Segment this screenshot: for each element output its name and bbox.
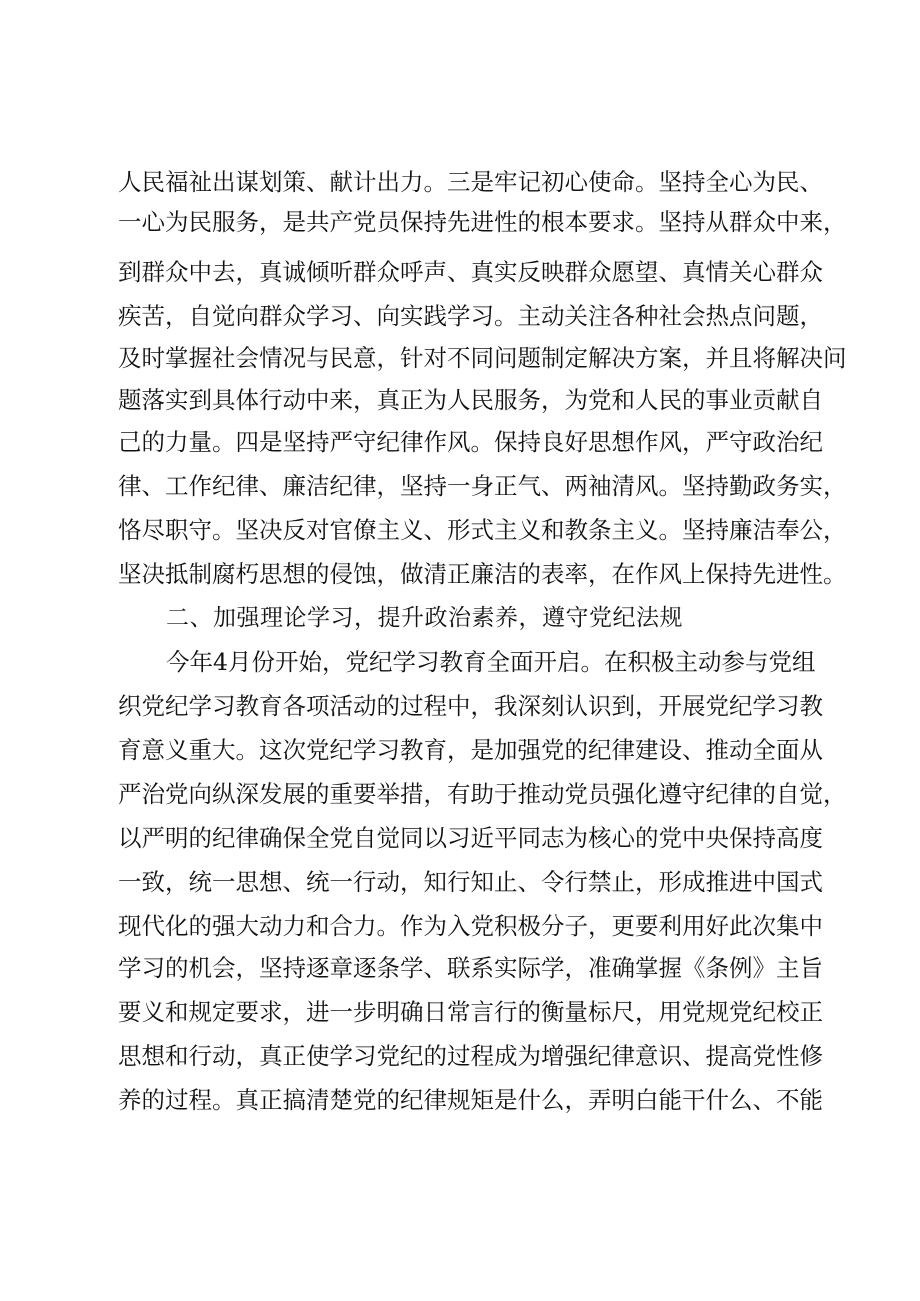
paragraph2-line-3: 育意义重大。这次党纪学习教育，是加强党的纪律建设、推动全面从 (118, 736, 823, 764)
paragraph1-line-8: 律、工作纪律、廉洁纪律，坚持一身正气、两袖清风。坚持勤政务实， (118, 472, 847, 500)
paragraph2-line-11: 养的过程。真正搞清楚党的纪律规矩是什么，弄明白能干什么、不能 (118, 1086, 823, 1114)
paragraph2-line-6: 一致，统一思想、统一行动，知行知止、令行禁止，形成推进中国式 (118, 868, 823, 896)
paragraph2-line-4: 严治党向纵深发展的重要举措，有助于推动党员强化遵守纪律的自觉， (118, 780, 847, 808)
paragraph2-line-1: 今年4月份开始，党纪学习教育全面开启。在积极主动参与党组 (166, 648, 816, 676)
paragraph1-line-10: 坚决抵制腐朽思想的侵蚀，做清正廉洁的表率，在作风上保持先进性。 (118, 560, 847, 588)
paragraph1-line-2: 一心为民服务，是共产党员保持先进性的根本要求。坚持从群众中来， (118, 208, 847, 236)
paragraph1-line-7: 己的力量。四是坚持严守纪律作风。保持良好思想作风，严守政治纪 (118, 428, 823, 456)
paragraph1-line-1: 人民福祉出谋划策、献计出力。三是牢记初心使命。坚持全心为民、 (118, 168, 823, 196)
paragraph2-line-2: 织党纪学习教育各项活动的过程中，我深刻认识到，开展党纪学习教 (118, 692, 823, 720)
paragraph2-line-7: 现代化的强大动力和合力。作为入党积极分子，更要利用好此次集中 (118, 912, 823, 940)
paragraph2-line-10: 思想和行动，真正使学习党纪的过程成为增强纪律意识、提高党性修 (118, 1042, 823, 1070)
paragraph1-line-6: 题落实到具体行动中来，真正为人民服务，为党和人民的事业贡献自 (118, 386, 823, 414)
paragraph2-line-9: 要义和规定要求，进一步明确日常言行的衡量标尺，用党规党纪校正 (118, 998, 823, 1026)
section-heading: 二、加强理论学习，提升政治素养，遵守党纪法规 (166, 605, 683, 631)
paragraph1-line-9: 恪尽职守。坚决反对官僚主义、形式主义和教条主义。坚持廉洁奉公， (118, 516, 847, 544)
paragraph2-line-8: 学习的机会，坚持逐章逐条学、联系实际学，准确掌握《条例》主旨 (118, 954, 823, 982)
paragraph2-line-5: 以严明的纪律确保全党自觉同以习近平同志为核心的党中央保持高度 (118, 824, 823, 852)
paragraph1-line-5: 及时掌握社会情况与民意，针对不同问题制定解决方案，并且将解决问 (118, 344, 847, 372)
paragraph1-line-3: 到群众中去，真诚倾听群众呼声、真实反映群众愿望、真情关心群众 (118, 258, 823, 286)
paragraph1-line-4: 疾苦，自觉向群众学习、向实践学习。主动关注各种社会热点问题， (118, 302, 823, 330)
